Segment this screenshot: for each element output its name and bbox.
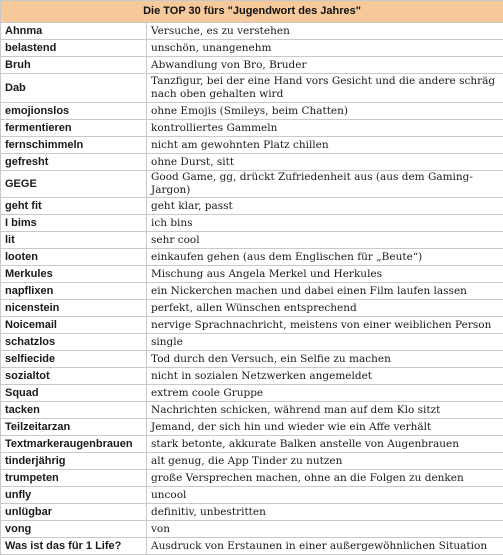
term-cell[interactable]: gefresht [1, 154, 147, 171]
meaning-cell[interactable]: kontrolliertes Gammeln [147, 120, 503, 137]
meaning-cell[interactable]: Jemand, der sich hin und wieder wie ein Affe verhält [147, 419, 503, 436]
table-row [1, 232, 503, 249]
table-row [1, 351, 503, 368]
meaning-cell[interactable]: große Versprechen machen, ohne an die Folgen zu denken [147, 470, 503, 487]
term-cell[interactable]: lit [1, 232, 147, 249]
table-row [1, 249, 503, 266]
term-cell[interactable]: belastend [1, 40, 147, 57]
term-cell[interactable]: Ahnma [1, 23, 147, 40]
term-cell[interactable]: selfiecide [1, 351, 147, 368]
meaning-cell[interactable]: Nachrichten schicken, während man auf dem Klo sitzt [147, 402, 503, 419]
meaning-cell[interactable]: einkaufen gehen (aus dem Englischen für „Beute“) [147, 249, 503, 266]
table-row [1, 74, 503, 103]
table-row [1, 154, 503, 171]
term-cell[interactable]: GEGE [1, 171, 147, 198]
table-row [1, 103, 503, 120]
table-row [1, 171, 503, 198]
meaning-cell[interactable]: uncool [147, 487, 503, 504]
term-cell[interactable]: tacken [1, 402, 147, 419]
term-cell[interactable]: tinderjährig [1, 453, 147, 470]
term-cell[interactable]: Textmarkeraugenbrauen [1, 436, 147, 453]
term-cell[interactable]: geht fit [1, 198, 147, 215]
meaning-cell[interactable]: ohne Emojis (Smileys, beim Chatten) [147, 103, 503, 120]
table-row [1, 120, 503, 137]
term-cell[interactable]: nicenstein [1, 300, 147, 317]
table-body [1, 23, 503, 555]
meaning-cell[interactable]: Versuche, es zu verstehen [147, 23, 503, 40]
meaning-cell[interactable]: nicht in sozialen Netzwerken angemeldet [147, 368, 503, 385]
meaning-cell[interactable]: single [147, 334, 503, 351]
table-row [1, 57, 503, 74]
meaning-cell[interactable]: definitiv, unbestritten [147, 504, 503, 521]
meaning-cell[interactable]: nervige Sprachnachricht, meistens von einer weiblichen Person [147, 317, 503, 334]
meaning-cell[interactable]: Abwandlung von Bro, Bruder [147, 57, 503, 74]
table-row [1, 266, 503, 283]
term-cell[interactable]: unfly [1, 487, 147, 504]
table-row [1, 385, 503, 402]
table-row [1, 453, 503, 470]
meaning-cell[interactable]: geht klar, passt [147, 198, 503, 215]
table-row [1, 487, 503, 504]
term-cell[interactable]: vong [1, 521, 147, 538]
term-cell[interactable]: Was ist das für 1 Life? [1, 538, 147, 555]
term-cell[interactable]: looten [1, 249, 147, 266]
table-row [1, 198, 503, 215]
meaning-cell[interactable]: sehr cool [147, 232, 503, 249]
meaning-cell[interactable]: alt genug, die App Tinder zu nutzen [147, 453, 503, 470]
meaning-cell[interactable]: Good Game, gg, drückt Zufriedenheit aus (aus dem Gaming-Jargon) [147, 171, 503, 198]
term-cell[interactable]: fernschimmeln [1, 137, 147, 154]
meaning-cell[interactable]: Ausdruck von Erstaunen in einer außergewöhnlichen Situation [147, 538, 503, 555]
meaning-cell[interactable]: extrem coole Gruppe [147, 385, 503, 402]
table-row [1, 300, 503, 317]
table-row [1, 317, 503, 334]
table-row [1, 137, 503, 154]
meaning-cell[interactable]: Mischung aus Angela Merkel und Herkules [147, 266, 503, 283]
term-cell[interactable]: Merkules [1, 266, 147, 283]
meaning-cell[interactable]: ohne Durst, sitt [147, 154, 503, 171]
table-row [1, 40, 503, 57]
term-cell[interactable]: fermentieren [1, 120, 147, 137]
table-row [1, 334, 503, 351]
table-title: Die TOP 30 fürs "Jugendwort des Jahres" [1, 1, 503, 23]
meaning-cell[interactable]: von [147, 521, 503, 538]
term-cell[interactable]: Squad [1, 385, 147, 402]
meaning-cell[interactable]: Tod durch den Versuch, ein Selfie zu machen [147, 351, 503, 368]
table-row [1, 283, 503, 300]
term-cell[interactable]: Bruh [1, 57, 147, 74]
term-cell[interactable]: trumpeten [1, 470, 147, 487]
meaning-cell[interactable]: perfekt, allen Wünschen entsprechend [147, 300, 503, 317]
table-row [1, 368, 503, 385]
term-cell[interactable]: sozialtot [1, 368, 147, 385]
term-cell[interactable]: Noicemail [1, 317, 147, 334]
table-row [1, 538, 503, 555]
meaning-cell[interactable]: nicht am gewohnten Platz chillen [147, 137, 503, 154]
term-cell[interactable]: schatzlos [1, 334, 147, 351]
table-row [1, 215, 503, 232]
term-cell[interactable]: emojionslos [1, 103, 147, 120]
term-cell[interactable]: napflixen [1, 283, 147, 300]
term-cell[interactable]: I bims [1, 215, 147, 232]
meaning-cell[interactable]: Tanzfigur, bei der eine Hand vors Gesicht und die andere schräg nach oben gehalten wird [147, 74, 503, 103]
table-row [1, 419, 503, 436]
meaning-cell[interactable]: ich bins [147, 215, 503, 232]
term-cell[interactable]: Dab [1, 74, 147, 103]
meaning-cell[interactable]: ein Nickerchen machen und dabei einen Film laufen lassen [147, 283, 503, 300]
table-row [1, 23, 503, 40]
table-row [1, 470, 503, 487]
table-row [1, 436, 503, 453]
term-cell[interactable]: unlügbar [1, 504, 147, 521]
table-row [1, 521, 503, 538]
table-row [1, 504, 503, 521]
table-row [1, 402, 503, 419]
meaning-cell[interactable]: stark betonte, akkurate Balken anstelle von Augenbrauen [147, 436, 503, 453]
meaning-cell[interactable]: unschön, unangenehm [147, 40, 503, 57]
term-cell[interactable]: Teilzeitarzan [1, 419, 147, 436]
